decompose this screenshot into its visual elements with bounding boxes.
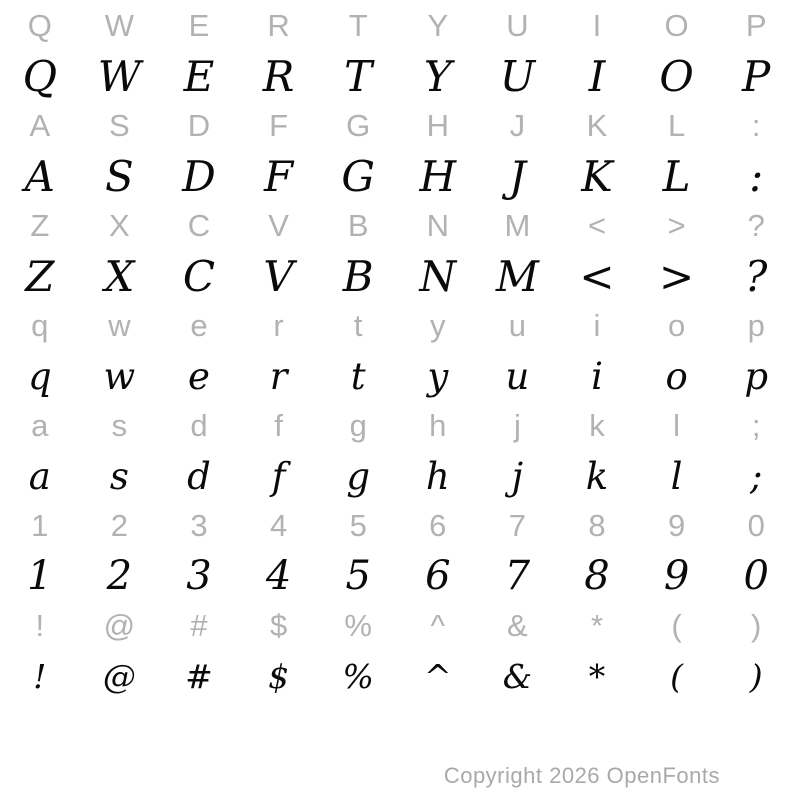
glyph-section-symbols-row xyxy=(0,605,796,705)
script-glyph: O xyxy=(659,51,694,101)
ref-glyph: s xyxy=(111,408,128,443)
script-glyph: A xyxy=(24,151,55,201)
glyph-section-uppercase-home-row xyxy=(0,105,796,205)
ref-glyph: K xyxy=(586,108,608,143)
script-glyph: * xyxy=(588,656,606,696)
ref-glyph: 4 xyxy=(269,508,288,543)
ref-glyph: ? xyxy=(747,208,765,243)
ref-glyph: > xyxy=(667,208,686,243)
glyph-section-uppercase-top-row xyxy=(0,5,796,105)
script-glyph: ? xyxy=(744,251,768,301)
ref-glyph: W xyxy=(104,8,135,43)
script-row-digits-row xyxy=(0,547,796,605)
script-glyph: D xyxy=(182,151,216,201)
script-glyph: h xyxy=(425,454,450,498)
ref-glyph: V xyxy=(268,208,289,243)
ref-glyph: e xyxy=(190,308,208,343)
ref-glyph: ! xyxy=(35,608,45,643)
ref-glyph: Q xyxy=(27,8,52,43)
ref-glyph: q xyxy=(31,308,49,343)
ref-glyph: O xyxy=(664,8,689,43)
ref-glyph: B xyxy=(347,208,369,243)
script-glyph: > xyxy=(658,251,695,301)
script-glyph: % xyxy=(342,656,374,696)
script-glyph: 8 xyxy=(584,553,610,599)
script-glyph: 6 xyxy=(425,553,451,599)
ref-glyph: Y xyxy=(427,8,449,43)
reference-row-uppercase-top-row xyxy=(0,5,796,47)
script-glyph: Q xyxy=(22,51,58,101)
script-glyph: t xyxy=(350,354,366,398)
script-glyph: @ xyxy=(102,656,136,696)
script-glyph: S xyxy=(105,151,134,201)
ref-glyph: 8 xyxy=(588,508,606,543)
reference-row-symbols-row xyxy=(0,605,796,647)
ref-glyph: R xyxy=(267,8,290,43)
script-glyph: T xyxy=(344,51,373,101)
script-glyph: K xyxy=(581,151,613,201)
script-glyph: ; xyxy=(749,454,763,498)
ref-glyph: o xyxy=(667,308,686,343)
script-glyph: ) xyxy=(749,656,763,696)
script-glyph: p xyxy=(744,354,769,398)
script-row-lowercase-home-row xyxy=(0,447,796,505)
glyph-section-lowercase-home-row xyxy=(0,405,796,505)
ref-glyph: r xyxy=(273,308,284,343)
ref-glyph: y xyxy=(430,308,446,343)
script-row-uppercase-bottom-row xyxy=(0,247,796,305)
script-glyph: 7 xyxy=(504,553,531,599)
script-glyph: 4 xyxy=(265,553,292,599)
reference-row-lowercase-home-row xyxy=(0,405,796,447)
script-glyph: C xyxy=(182,251,216,301)
script-glyph: r xyxy=(269,354,288,398)
glyph-sections xyxy=(0,5,796,705)
script-glyph: y xyxy=(427,354,449,398)
ref-glyph: ( xyxy=(671,608,682,643)
script-glyph: l xyxy=(670,454,683,498)
script-glyph: M xyxy=(495,251,539,301)
ref-glyph: L xyxy=(667,108,686,143)
script-row-symbols-row xyxy=(0,647,796,705)
ref-glyph: 1 xyxy=(31,508,49,543)
script-glyph: 2 xyxy=(106,553,133,599)
script-glyph: e xyxy=(188,354,210,398)
script-glyph: ( xyxy=(670,656,684,696)
ref-glyph: < xyxy=(587,208,607,243)
script-glyph: E xyxy=(183,51,215,101)
ref-glyph: % xyxy=(344,608,372,643)
ref-glyph: S xyxy=(109,108,130,143)
ref-glyph: * xyxy=(590,608,604,643)
script-glyph: q xyxy=(27,354,52,398)
ref-glyph: ) xyxy=(751,608,762,643)
script-glyph: P xyxy=(742,51,771,101)
ref-glyph: # xyxy=(190,608,208,643)
script-glyph: a xyxy=(28,454,51,498)
ref-glyph: l xyxy=(673,408,681,443)
script-glyph: H xyxy=(419,151,457,201)
script-glyph: U xyxy=(499,51,536,101)
ref-glyph: 3 xyxy=(190,508,208,543)
script-glyph: ! xyxy=(33,656,47,696)
ref-glyph: T xyxy=(348,8,368,43)
script-glyph: < xyxy=(579,251,615,301)
script-glyph: L xyxy=(662,151,691,201)
ref-glyph: H xyxy=(426,108,449,143)
ref-glyph: 6 xyxy=(429,508,447,543)
reference-row-uppercase-bottom-row xyxy=(0,205,796,247)
glyph-section-digits-row xyxy=(0,505,796,605)
ref-glyph: 7 xyxy=(508,508,527,543)
script-glyph: 3 xyxy=(186,553,212,599)
ref-glyph: ^ xyxy=(430,608,446,643)
copyright-text: Copyright 2026 OpenFonts xyxy=(443,763,720,788)
script-glyph: s xyxy=(109,454,129,498)
ref-glyph: A xyxy=(29,108,51,143)
ref-glyph: I xyxy=(592,8,602,43)
ref-glyph: j xyxy=(513,408,521,443)
glyph-section-lowercase-top-row xyxy=(0,305,796,405)
ref-glyph: a xyxy=(31,408,49,443)
script-glyph: 9 xyxy=(663,553,690,599)
ref-glyph: U xyxy=(506,8,529,43)
script-glyph: Z xyxy=(25,251,55,301)
ref-glyph: G xyxy=(346,108,371,143)
script-glyph: B xyxy=(342,251,374,301)
ref-glyph: M xyxy=(504,208,531,243)
script-glyph: J xyxy=(508,151,526,201)
script-glyph: f xyxy=(271,454,286,498)
ref-glyph: & xyxy=(507,608,528,643)
ref-glyph: f xyxy=(274,408,283,443)
ref-glyph: N xyxy=(426,208,449,243)
ref-glyph: X xyxy=(109,208,130,243)
script-glyph: j xyxy=(511,454,524,498)
ref-glyph: Z xyxy=(30,208,50,243)
ref-glyph: D xyxy=(187,108,211,143)
ref-glyph: ; xyxy=(751,408,761,443)
script-glyph: & xyxy=(502,656,533,696)
script-glyph: i xyxy=(591,354,603,398)
script-glyph: ^ xyxy=(423,656,452,696)
reference-row-digits-row xyxy=(0,505,796,547)
script-row-lowercase-top-row xyxy=(0,347,796,405)
script-glyph: k xyxy=(585,454,609,498)
script-glyph: V xyxy=(263,251,294,301)
script-glyph: F xyxy=(264,151,294,201)
ref-glyph: : xyxy=(751,108,761,143)
script-glyph: w xyxy=(103,354,136,398)
script-glyph: 5 xyxy=(345,553,371,599)
script-glyph: o xyxy=(665,354,688,398)
ref-glyph: 5 xyxy=(349,508,367,543)
ref-glyph: t xyxy=(353,308,363,343)
script-glyph: I xyxy=(588,51,606,101)
script-glyph: Y xyxy=(423,51,452,101)
ref-glyph: w xyxy=(108,308,131,343)
script-glyph: R xyxy=(262,51,295,101)
ref-glyph: E xyxy=(188,8,210,43)
ref-glyph: C xyxy=(187,208,211,243)
ref-glyph: $ xyxy=(269,608,288,643)
ref-glyph: g xyxy=(349,408,367,443)
script-glyph: $ xyxy=(268,656,290,696)
script-glyph: N xyxy=(419,251,457,301)
script-glyph: g xyxy=(346,454,371,498)
ref-glyph: J xyxy=(509,108,526,143)
ref-glyph: 9 xyxy=(667,508,686,543)
ref-glyph: 2 xyxy=(110,508,129,543)
script-glyph: u xyxy=(505,354,530,398)
ref-glyph: @ xyxy=(103,608,136,643)
ref-glyph: F xyxy=(269,108,289,143)
script-glyph: d xyxy=(187,454,211,498)
reference-row-uppercase-home-row xyxy=(0,105,796,147)
ref-glyph: k xyxy=(589,408,605,443)
ref-glyph: 0 xyxy=(747,508,765,543)
ref-glyph: i xyxy=(593,308,601,343)
ref-glyph: h xyxy=(429,408,447,443)
ref-glyph: u xyxy=(508,308,527,343)
script-glyph: X xyxy=(104,251,135,301)
ref-glyph: p xyxy=(747,308,765,343)
script-row-uppercase-home-row xyxy=(0,147,796,205)
ref-glyph: d xyxy=(190,408,208,443)
script-row-uppercase-top-row xyxy=(0,47,796,105)
script-glyph: : xyxy=(749,151,764,201)
script-glyph: W xyxy=(97,51,141,101)
script-glyph: 1 xyxy=(27,553,53,599)
glyph-section-uppercase-bottom-row xyxy=(0,205,796,305)
ref-glyph: P xyxy=(745,8,767,43)
script-glyph: # xyxy=(185,656,213,696)
script-glyph: 0 xyxy=(743,553,769,599)
reference-row-lowercase-top-row xyxy=(0,305,796,347)
script-glyph: G xyxy=(341,151,375,201)
